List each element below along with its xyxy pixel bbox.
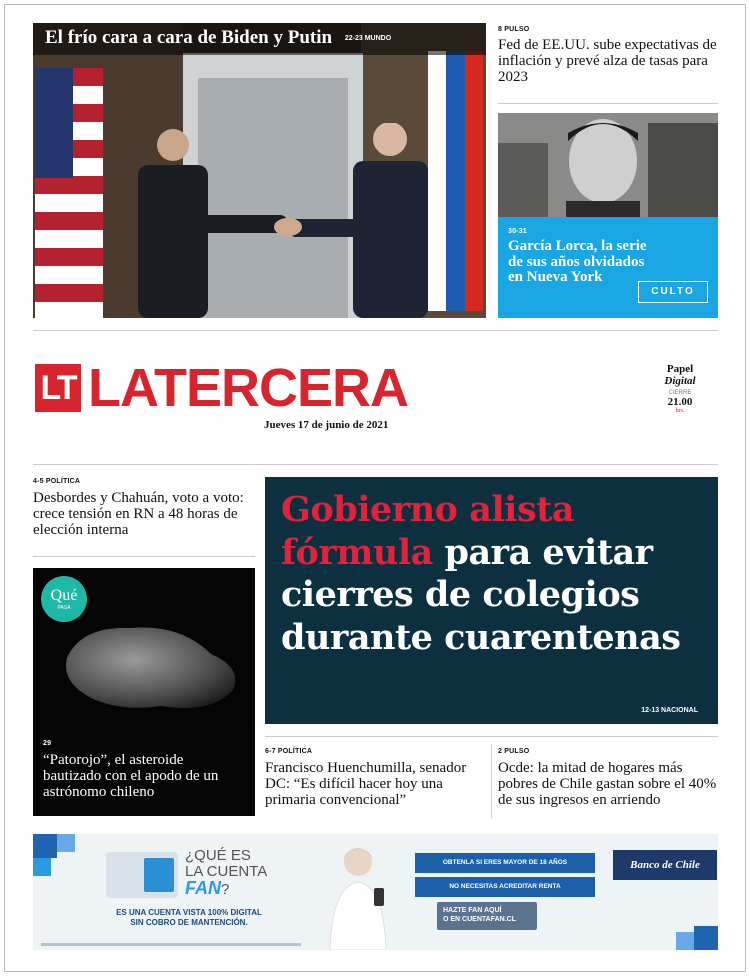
ad-square: [694, 926, 718, 950]
ad-question: [185, 848, 267, 898]
que-pasa-story[interactable]: [33, 568, 255, 816]
digital-label: Digital: [664, 375, 696, 387]
handshake-figures: [128, 123, 428, 318]
culto-section-badge[interactable]: CULTO: [638, 281, 708, 303]
divider: [491, 744, 492, 818]
fan-card-face: [144, 858, 174, 892]
main-story-pages: 12-13 NACIONAL: [641, 707, 698, 714]
masthead-logo[interactable]: LATERCERA: [88, 358, 408, 418]
que-pasa-headline: “Patorojo”, el asteroide bautizado con el apodo de un astrónomo chileno: [43, 752, 219, 800]
cierre-time: 21.00: [667, 396, 693, 408]
ocde-headline[interactable]: Ocde: la mitad de hogares más pobres de Chile gastan sobre el 40% de sus ingresos en arriendo: [498, 760, 717, 808]
ad-question-line1: ¿QUÉ ES: [185, 847, 251, 864]
divider: [498, 103, 718, 104]
huenchumilla-headline[interactable]: Francisco Huenchumilla, senador DC: “Es difícil hacer hoy una primaria convencional”: [265, 760, 467, 808]
ad-fan-brand: FAN: [185, 878, 221, 898]
lorca-photo[interactable]: [498, 113, 718, 217]
ad-question-end: ?: [221, 881, 230, 898]
main-story[interactable]: [265, 477, 718, 724]
fan-card-icon: [106, 852, 178, 898]
banco-chile-ad[interactable]: [33, 834, 718, 950]
biden-putin-photo[interactable]: [33, 23, 486, 318]
desbordes-kicker: 4-5 POLÍTICA: [33, 478, 81, 485]
divider: [33, 556, 255, 557]
ad-cta[interactable]: [443, 906, 516, 924]
que-pasa-kicker: 29: [43, 740, 52, 747]
lt-logo-icon[interactable]: LT: [35, 364, 81, 412]
lorca-kicker: 30-31: [508, 228, 527, 235]
que-pasa-badge-sub: PASA: [57, 605, 71, 611]
ad-square: [33, 858, 51, 876]
que-pasa-badge-text: Qué: [50, 587, 78, 604]
ad-subtitle: [89, 908, 289, 928]
ad-cta-line1: HAZTE FAN AQUÍ: [443, 907, 502, 914]
main-headline: [281, 489, 711, 659]
cierre-label: CIERRE: [668, 390, 692, 396]
fed-headline[interactable]: Fed de EE.UU. sube expectativas de inflación y prevé alza de tasas para 2023: [498, 37, 717, 85]
us-flag-icon: [35, 68, 103, 318]
divider: [33, 330, 718, 331]
ad-woman-figure: [318, 842, 398, 950]
ocde-kicker: 2 PULSO: [498, 748, 530, 755]
ad-subtitle-line1: ES UNA CUENTA VISTA 100% DIGITAL: [116, 908, 262, 917]
main-headline-rest: para evitar cierres de colegios durante cuarentenas: [281, 531, 681, 658]
papel-label: Papel: [666, 363, 694, 375]
top-photo-title-text: El frío cara a cara de Biden y Putin: [45, 27, 333, 48]
edition-date: Jueves 17 de junio de 2021: [264, 419, 389, 431]
top-photo-title: [33, 23, 486, 55]
lorca-headline: García Lorca, la serie de sus años olvidados en Nueva York: [508, 238, 647, 285]
main-headline-red: Gobierno alista fórmula: [281, 489, 575, 573]
asteroid-icon: [61, 616, 241, 716]
top-photo-pages: 22-23 MUNDO: [344, 35, 392, 43]
divider: [265, 736, 718, 737]
ad-square: [676, 932, 694, 950]
banco-chile-logo[interactable]: Banco de Chile: [613, 850, 717, 880]
ad-pill-rent: NO NECESITAS ACREDITAR RENTA: [415, 877, 595, 897]
ad-fine-print: [41, 943, 301, 946]
desbordes-headline[interactable]: Desbordes y Chahuán, voto a voto: crece tensión en RN a 48 horas de elección interna: [33, 490, 244, 538]
fed-kicker: 8 PULSO: [498, 26, 530, 33]
huenchumilla-kicker: 6-7 POLÍTICA: [265, 748, 313, 755]
lorca-story[interactable]: [498, 217, 718, 318]
ad-pill-age: OBTENLA SI ERES MAYOR DE 18 AÑOS: [415, 853, 595, 873]
ad-cta-line2: O EN CUENTAFAN.CL: [443, 916, 516, 923]
ad-subtitle-line2: SIN COBRO DE MANTENCIÓN.: [130, 918, 248, 927]
ad-question-line2: LA CUENTA: [185, 863, 268, 880]
lorca-portrait: [498, 113, 718, 217]
ad-square: [33, 834, 57, 858]
russia-flag-icon: [428, 51, 483, 311]
ad-square: [57, 834, 75, 852]
papel-digital-badge[interactable]: [656, 363, 704, 414]
divider: [33, 464, 718, 465]
cierre-unit: hrs.: [675, 408, 685, 414]
